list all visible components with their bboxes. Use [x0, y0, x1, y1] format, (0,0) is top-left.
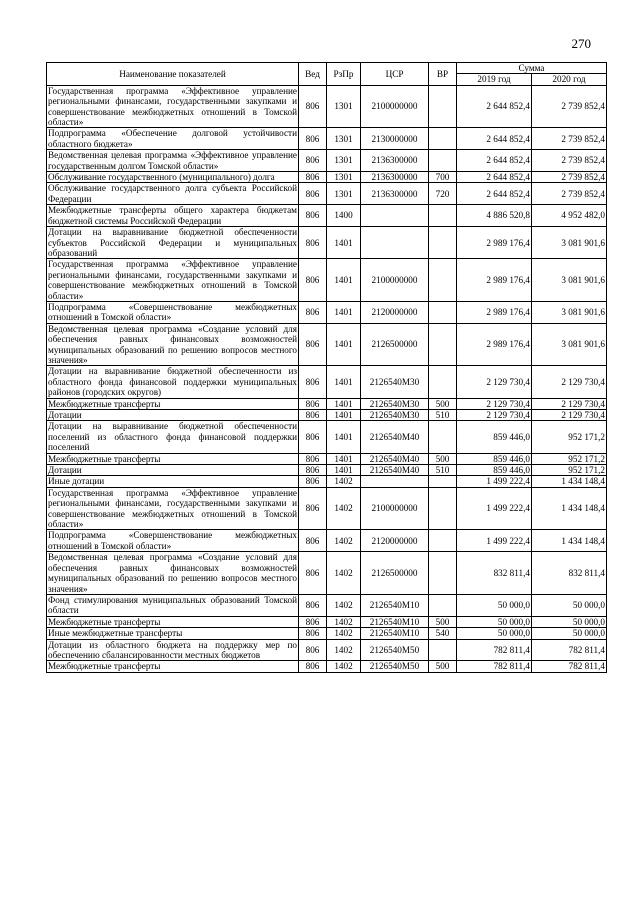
table-row [47, 628, 607, 639]
cell-name: Государственная программа «Эффективное управление региональными финансами, государственными закупками и совершенствование межбюджетных отношений в Томской области» [48, 85, 297, 128]
cell-2020: 3 081 901,6 [532, 301, 607, 323]
cell-2019: 782 811,4 [457, 639, 532, 661]
cell-ved: 806 [299, 150, 327, 172]
cell-2020: 50 000,0 [532, 594, 607, 616]
cell-2020: 1 434 148,4 [532, 530, 607, 552]
cell-ved: 806 [299, 85, 327, 128]
cell-rzpr: 1401 [327, 421, 361, 453]
cell-2020: 2 129 730,4 [532, 366, 607, 398]
cell-2019: 2 129 730,4 [457, 366, 532, 398]
table-row [47, 85, 607, 128]
cell-vr [429, 476, 457, 487]
cell-ved: 806 [299, 183, 327, 205]
cell-2019: 50 000,0 [457, 628, 532, 639]
table-row [47, 661, 607, 672]
cell-name: Дотации [47, 465, 299, 476]
cell-ved: 806 [299, 259, 327, 302]
cell-name: Межбюджетные трансферты [47, 453, 299, 464]
table-row [47, 301, 607, 323]
cell-2020: 952 171,2 [532, 465, 607, 476]
cell-csr: 2126540М40 [361, 421, 429, 453]
cell-ved: 806 [299, 227, 327, 259]
cell-name: Государственная программа «Эффективное управление региональными финансами, государственными закупками и совершенствование межбюджетных отношений в Томской области» [48, 259, 297, 301]
cell-vr: 500 [429, 616, 457, 627]
cell-2020: 3 081 901,6 [532, 259, 607, 302]
cell-rzpr: 1401 [327, 366, 361, 398]
cell-name: Подпрограмма «Обеспечение долговой устойчивости областного бюджета» [48, 128, 297, 149]
cell-csr: 2100000000 [361, 487, 429, 530]
table-row [47, 227, 607, 259]
table-row [47, 453, 607, 464]
cell-2020: 2 129 730,4 [532, 410, 607, 421]
cell-vr [429, 128, 457, 150]
cell-name: Государственная программа «Эффективное управление региональными финансами, государственными закупками и совершенствование межбюджетных отношений в Томской области» [48, 487, 297, 530]
cell-vr [429, 594, 457, 616]
budget-table [46, 62, 607, 673]
cell-ved: 806 [299, 205, 327, 227]
cell-csr: 2130000000 [361, 128, 429, 150]
cell-name: Подпрограмма «Совершенствование межбюджетных отношений в Томской области» [48, 301, 297, 323]
cell-ved: 806 [299, 628, 327, 639]
header-2019: 2019 год [457, 74, 532, 85]
table-row [47, 259, 607, 302]
cell-ved: 806 [299, 128, 327, 150]
cell-2020: 3 081 901,6 [532, 227, 607, 259]
cell-vr [429, 366, 457, 398]
cell-2019: 1 499 222,4 [457, 487, 532, 530]
cell-2019: 2 644 852,4 [457, 128, 532, 150]
cell-name: Обслуживание государственного (муниципального) долга [47, 172, 299, 183]
cell-vr [429, 421, 457, 453]
cell-name: Межбюджетные трансферты [47, 616, 299, 627]
header-vr: ВР [429, 63, 457, 86]
cell-csr: 2126540М30 [361, 366, 429, 398]
cell-2020: 952 171,2 [532, 453, 607, 464]
cell-2020: 952 171,2 [532, 421, 607, 453]
cell-rzpr: 1301 [327, 172, 361, 183]
cell-vr [429, 487, 457, 530]
table-row [47, 366, 607, 398]
cell-name: Дотации на выравнивание бюджетной обеспеченности субъектов Российской Федерации и муниципальных образований [48, 227, 297, 258]
cell-2019: 2 129 730,4 [457, 410, 532, 421]
cell-name: Ведомственная целевая программа «Эффективное управление государственным долгом Томской области» [48, 150, 297, 171]
cell-rzpr: 1402 [327, 476, 361, 487]
cell-2020: 50 000,0 [532, 616, 607, 627]
cell-ved: 806 [299, 661, 327, 672]
cell-2020: 2 739 852,4 [532, 183, 607, 205]
table-row [47, 616, 607, 627]
cell-name: Межбюджетные трансферты [47, 398, 299, 409]
cell-csr: 2126540М40 [361, 453, 429, 464]
cell-2019: 2 989 176,4 [457, 227, 532, 259]
cell-2020: 832 811,4 [532, 552, 607, 595]
cell-vr [429, 301, 457, 323]
cell-csr [361, 476, 429, 487]
cell-rzpr: 1402 [327, 639, 361, 661]
cell-name: Ведомственная целевая программа «Создание условий для обеспечения равных финансовых возможностей муниципальных образований по решению вопросов местного значения» [48, 552, 297, 594]
cell-ved: 806 [299, 172, 327, 183]
cell-2020: 1 434 148,4 [532, 487, 607, 530]
cell-csr: 2126540М50 [361, 639, 429, 661]
table-row [47, 530, 607, 552]
cell-name: Ведомственная целевая программа «Создание условий для обеспечения равных финансовых возможностей муниципальных образований по решению вопросов местного значения» [48, 323, 297, 365]
cell-ved: 806 [299, 594, 327, 616]
cell-csr: 2136300000 [361, 183, 429, 205]
cell-vr [429, 227, 457, 259]
cell-rzpr: 1401 [327, 301, 361, 323]
table-row [47, 172, 607, 183]
table-row [47, 476, 607, 487]
cell-2020: 2 739 852,4 [532, 128, 607, 150]
cell-csr: 2126540М30 [361, 398, 429, 409]
table-row [47, 323, 607, 366]
cell-rzpr: 1401 [327, 398, 361, 409]
table-row [47, 639, 607, 661]
cell-name: Иные дотации [47, 476, 299, 487]
cell-vr [429, 530, 457, 552]
cell-2019: 859 446,0 [457, 421, 532, 453]
table-body [47, 85, 607, 672]
cell-name: Дотации [47, 410, 299, 421]
cell-2019: 782 811,4 [457, 661, 532, 672]
cell-name: Дотации из областного бюджета на поддержку мер по обеспечению сбалансированности местных бюджетов [48, 639, 297, 660]
cell-csr: 2120000000 [361, 530, 429, 552]
cell-2019: 2 644 852,4 [457, 150, 532, 172]
cell-csr: 2126540М10 [361, 594, 429, 616]
cell-2019: 2 644 852,4 [457, 172, 532, 183]
cell-vr: 510 [429, 410, 457, 421]
table-row [47, 552, 607, 595]
cell-vr: 540 [429, 628, 457, 639]
cell-ved: 806 [299, 366, 327, 398]
page-number: 270 [571, 36, 591, 51]
table-header [47, 63, 607, 86]
table-row [47, 150, 607, 172]
cell-2020: 782 811,4 [532, 661, 607, 672]
cell-rzpr: 1402 [327, 552, 361, 595]
cell-2019: 2 129 730,4 [457, 398, 532, 409]
table-row [47, 594, 607, 616]
cell-csr: 2126540М10 [361, 616, 429, 627]
cell-ved: 806 [299, 410, 327, 421]
table-row [47, 487, 607, 530]
cell-name: Обслуживание государственного долга субъекта Российской Федерации [48, 183, 297, 204]
table-row [47, 205, 607, 227]
table-row [47, 183, 607, 205]
cell-2020: 782 811,4 [532, 639, 607, 661]
cell-rzpr: 1402 [327, 616, 361, 627]
cell-vr [429, 552, 457, 595]
cell-ved: 806 [299, 301, 327, 323]
cell-vr: 500 [429, 453, 457, 464]
cell-vr: 700 [429, 172, 457, 183]
cell-2019: 2 989 176,4 [457, 301, 532, 323]
cell-rzpr: 1401 [327, 453, 361, 464]
cell-vr: 500 [429, 661, 457, 672]
cell-rzpr: 1402 [327, 487, 361, 530]
cell-2020: 50 000,0 [532, 628, 607, 639]
cell-csr [361, 205, 429, 227]
cell-ved: 806 [299, 421, 327, 453]
cell-name: Межбюджетные трансферты [47, 661, 299, 672]
cell-csr [361, 227, 429, 259]
cell-csr: 2120000000 [361, 301, 429, 323]
cell-name: Межбюджетные трансферты общего характера бюджетам бюджетной системы Российской Федерации [48, 205, 297, 226]
header-2020: 2020 год [532, 74, 607, 85]
cell-2019: 4 886 520,8 [457, 205, 532, 227]
cell-2019: 832 811,4 [457, 552, 532, 595]
table-row [47, 410, 607, 421]
cell-2019: 1 499 222,4 [457, 476, 532, 487]
cell-vr [429, 205, 457, 227]
cell-ved: 806 [299, 465, 327, 476]
cell-rzpr: 1400 [327, 205, 361, 227]
table-row [47, 398, 607, 409]
cell-rzpr: 1402 [327, 594, 361, 616]
cell-ved: 806 [299, 639, 327, 661]
cell-vr: 500 [429, 398, 457, 409]
cell-rzpr: 1301 [327, 128, 361, 150]
cell-2020: 4 952 482,0 [532, 205, 607, 227]
cell-vr [429, 323, 457, 366]
cell-2019: 2 644 852,4 [457, 85, 532, 128]
cell-2019: 2 644 852,4 [457, 183, 532, 205]
cell-2019: 2 989 176,4 [457, 259, 532, 302]
cell-2019: 1 499 222,4 [457, 530, 532, 552]
cell-vr: 720 [429, 183, 457, 205]
cell-ved: 806 [299, 530, 327, 552]
table-row [47, 465, 607, 476]
cell-vr [429, 85, 457, 128]
header-ved: Вед [299, 63, 327, 86]
cell-vr [429, 259, 457, 302]
cell-csr: 2136300000 [361, 150, 429, 172]
cell-csr: 2126540М30 [361, 410, 429, 421]
cell-ved: 806 [299, 487, 327, 530]
cell-rzpr: 1402 [327, 530, 361, 552]
cell-2020: 2 739 852,4 [532, 150, 607, 172]
cell-ved: 806 [299, 323, 327, 366]
cell-2020: 1 434 148,4 [532, 476, 607, 487]
cell-2019: 50 000,0 [457, 616, 532, 627]
cell-name: Фонд стимулирования муниципальных образований Томской области [48, 594, 297, 616]
cell-csr: 2100000000 [361, 259, 429, 302]
cell-csr: 2126500000 [361, 323, 429, 366]
cell-ved: 806 [299, 552, 327, 595]
table-row [47, 421, 607, 453]
cell-rzpr: 1301 [327, 85, 361, 128]
cell-2020: 2 129 730,4 [532, 398, 607, 409]
cell-2020: 2 739 852,4 [532, 85, 607, 128]
cell-rzpr: 1402 [327, 661, 361, 672]
cell-rzpr: 1301 [327, 150, 361, 172]
cell-rzpr: 1401 [327, 227, 361, 259]
cell-name: Дотации на выравнивание бюджетной обеспеченности из областного фонда финансовой поддержки муниципальных районов (городских округов) [48, 366, 297, 398]
cell-csr: 2136300000 [361, 172, 429, 183]
cell-name: Иные межбюджетные трансферты [47, 628, 299, 639]
cell-rzpr: 1401 [327, 259, 361, 302]
cell-rzpr: 1401 [327, 323, 361, 366]
cell-ved: 806 [299, 476, 327, 487]
header-csr: ЦСР [361, 63, 429, 86]
cell-ved: 806 [299, 616, 327, 627]
cell-name: Подпрограмма «Совершенствование межбюджетных отношений в Томской области» [48, 530, 297, 551]
cell-2019: 859 446,0 [457, 453, 532, 464]
cell-rzpr: 1401 [327, 410, 361, 421]
header-rzpr: РзПр [327, 63, 361, 86]
cell-2019: 2 989 176,4 [457, 323, 532, 366]
cell-2019: 50 000,0 [457, 594, 532, 616]
header-sum: Сумма [457, 63, 607, 74]
table-row [47, 128, 607, 150]
cell-csr: 2100000000 [361, 85, 429, 128]
cell-rzpr: 1301 [327, 183, 361, 205]
cell-csr: 2126540М10 [361, 628, 429, 639]
cell-name: Дотации на выравнивание бюджетной обеспеченности поселений из областного фонда финансовой поддержки поселений [48, 421, 297, 453]
cell-ved: 806 [299, 453, 327, 464]
header-name: Наименование показателей [47, 63, 299, 86]
cell-csr: 2126540М50 [361, 661, 429, 672]
cell-vr: 510 [429, 465, 457, 476]
cell-csr: 2126540М40 [361, 465, 429, 476]
cell-vr [429, 639, 457, 661]
cell-rzpr: 1401 [327, 465, 361, 476]
cell-2020: 3 081 901,6 [532, 323, 607, 366]
cell-2019: 859 446,0 [457, 465, 532, 476]
cell-2020: 2 739 852,4 [532, 172, 607, 183]
cell-vr [429, 150, 457, 172]
cell-rzpr: 1402 [327, 628, 361, 639]
cell-csr: 2126500000 [361, 552, 429, 595]
cell-ved: 806 [299, 398, 327, 409]
